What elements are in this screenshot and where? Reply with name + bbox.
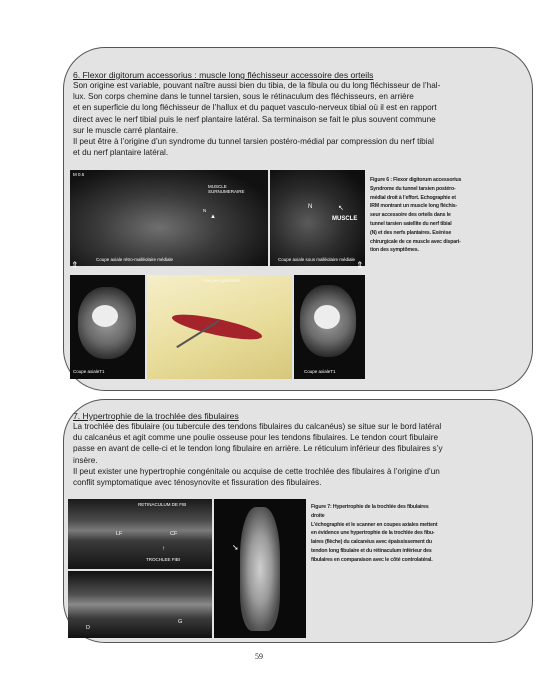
image-label: Vue per-operatoire xyxy=(203,278,241,283)
arrow-icon: ↖ xyxy=(338,205,344,212)
image-caption: Coupe axiale rétro-malléolaire médiale xyxy=(96,257,174,262)
muscle-specimen xyxy=(170,310,263,345)
ultrasound-retro-malleolar-image xyxy=(70,170,268,266)
intraoperative-photo xyxy=(147,275,292,379)
image-label: MUSCLE SURNUMERAIRE xyxy=(208,184,245,194)
section-6-text xyxy=(73,80,440,158)
caption-line: seur accessoire des orteils dans le xyxy=(370,212,451,219)
image-label: N xyxy=(203,208,207,213)
caption-line: Figure 6 : Flexor digitorum accessorius xyxy=(370,177,462,183)
image-label: TROCHLEE FIBI xyxy=(146,557,181,562)
text-line: sur le muscle carré plantaire. xyxy=(73,125,179,135)
caption-line: droite xyxy=(311,512,325,519)
text-line: lux. Son corps chemine dans le tunnel tarsien, sous le rétinaculum des fléchisseurs, en arrière xyxy=(73,92,414,102)
page-number: 59 xyxy=(255,652,263,661)
image-caption: Coupe axiale sous malléolaire médiale xyxy=(278,257,356,262)
caption-line: laires (flèche) du calcanéus avec épaississement du xyxy=(311,539,432,546)
caption-line: tendon long fibulaire et du rétinaculum inférieur des xyxy=(311,547,432,554)
ultrasound-trochlea-top-image xyxy=(68,499,212,569)
text-line: Il peut exister une hypertrophie congénitale ou acquise de cette trochlée des fibulaires à l’origine d’un xyxy=(73,466,440,476)
caption-line: tunnel tarsien satellite du nerf tibial xyxy=(370,220,452,227)
caption-line: Figure 7: Hypertrophie de la trochlée des fibulaires xyxy=(311,504,429,510)
image-label: RETINACULUM DE FIB xyxy=(138,502,187,507)
text-line: passe en avant de celle-ci et le tendon long fibulaire en arrière. Le réticulum inférieur des fibulaires s’y xyxy=(73,444,443,454)
mri-axial-t1-left-image xyxy=(70,275,145,379)
section-6-title: 6. Flexor digitorum accessorius : muscle long fléchisseur accessoire des orteils xyxy=(73,70,374,80)
caption-line: (N) et des nerfs plantaires. Exérèse xyxy=(370,229,452,236)
text-line: Il peut être à l’origine d’un syndrome du tunnel tarsien postéro-médial par compression du nerf tibial xyxy=(73,137,434,147)
image-caption: Coupe axialeT1 xyxy=(73,369,105,374)
caption-line: Syndrome du tunnel tarsien postéro- xyxy=(370,185,456,192)
image-label: D xyxy=(86,625,90,631)
caption-line: L’échographie et le scanner en coupes axiales mettent xyxy=(311,521,438,528)
arrow-icon: ▲ xyxy=(210,214,216,220)
image-label: M 0.5 xyxy=(73,172,85,177)
double-arrow-icon: ⇕ xyxy=(356,260,364,270)
image-label: CF xyxy=(170,531,178,537)
text-line: La trochlée des fibulaire (ou tubercule des tendons fibulaires du calcanéus) se situe sur le bord latéral xyxy=(73,422,442,431)
figure-6-caption xyxy=(370,176,461,255)
caption-line: tion des symptômes. xyxy=(370,247,419,254)
text-line: direct avec le nerf tibial puis le nerf plantaire latéral. Sa terminaison se fait le plus souvent commune xyxy=(73,114,436,124)
ultrasound-comparison-image xyxy=(68,571,212,638)
ct-scan-calcaneus-image xyxy=(214,499,306,638)
caption-line: IRM montrant un muscle long fléchis- xyxy=(370,203,458,210)
mri-axial-t1-right-image xyxy=(294,275,365,379)
figure-7-caption xyxy=(311,503,437,565)
text-line: et en superficie du long fléchisseur de l’hallux et du paquet vasculo-nerveux tibial où il est en rapport xyxy=(73,103,437,113)
ultrasound-sub-malleolar-image xyxy=(270,170,365,266)
bone-shape xyxy=(314,305,340,329)
caption-line: médial droit à l’effort. Echographie et xyxy=(370,194,456,201)
section-7-title: 7. Hypertrophie de la trochlée des fibulaires xyxy=(73,411,239,421)
image-label: MUSCLE xyxy=(332,216,358,222)
double-arrow-icon: ⇕ xyxy=(71,260,79,270)
section-7-text xyxy=(73,421,443,488)
arrow-icon: ➘ xyxy=(232,543,239,552)
bone-shape xyxy=(92,305,118,327)
arrow-icon: ↑ xyxy=(162,546,165,552)
caption-line: fibulaires en comparaison avec le côté controlatéral. xyxy=(311,556,433,563)
calcaneus-bone xyxy=(240,507,280,631)
text-line: du calcanéus et agit comme une poulie osseuse pour les tendons fibulaires. Le tendon court fibulaire xyxy=(73,433,439,443)
text-line: et du nerf plantaire latéral. xyxy=(73,148,169,158)
text-line: insère. xyxy=(73,455,98,465)
image-label: N xyxy=(308,204,313,210)
image-caption: Coupe axialeT1 xyxy=(304,369,336,374)
image-label: G xyxy=(178,619,183,625)
text-line: conflit symptomatique avec ténosynovite et fissuration des fibulaires. xyxy=(73,478,322,488)
caption-line: en évidence une hypertrophie de la trochlée des fibu- xyxy=(311,530,435,537)
text-line: Son origine est variable, pouvant naître aussi bien du tibia, de la fibula ou du long fléchisseur de l’hal- xyxy=(73,81,441,90)
image-label: LF xyxy=(116,531,123,537)
caption-line: chirurgicale de ce muscle avec dispari- xyxy=(370,238,461,245)
